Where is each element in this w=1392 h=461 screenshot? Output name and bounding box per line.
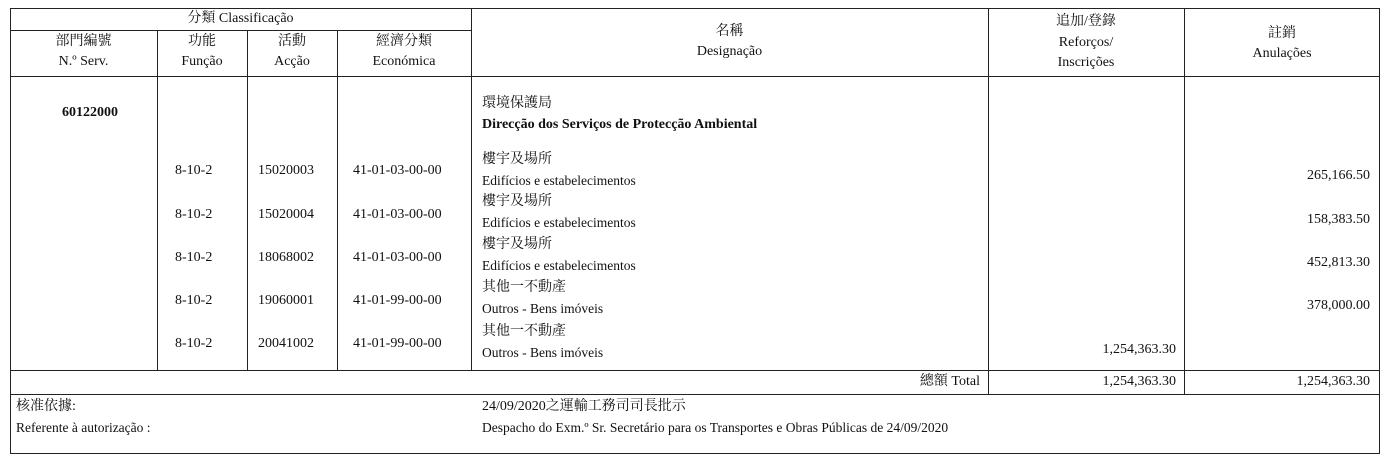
row-designation-zh: 其他一不動產 bbox=[482, 324, 566, 339]
classification-divider bbox=[10, 30, 471, 31]
row-reinforce: 1,254,363.30 bbox=[1102, 342, 1176, 357]
dept-header-zh: 部門編號 bbox=[55, 34, 112, 49]
row-designation-pt: Outros - Bens imóveis bbox=[482, 345, 604, 360]
designation-header-zh: 名稱 bbox=[715, 24, 744, 39]
col-line-4 bbox=[471, 8, 472, 370]
budget-table bbox=[10, 8, 1380, 454]
row-designation-zh: 樓宇及場所 bbox=[482, 152, 552, 167]
authorization-text-pt: Despacho do Exm.º Sr. Secretário para os Transportes e Obras Públicas de 24/09/2020 bbox=[482, 420, 949, 435]
row-activity: 15020003 bbox=[258, 163, 314, 178]
authorization-label-zh: 核准依據: bbox=[16, 399, 76, 414]
total-bottom-line bbox=[10, 394, 1380, 395]
reinforce-header-zh: 追加/登錄 bbox=[1056, 14, 1116, 29]
row-designation-zh: 樓宇及場所 bbox=[482, 237, 552, 252]
function-header-zh: 功能 bbox=[188, 34, 216, 49]
row-function: 8-10-2 bbox=[175, 336, 213, 351]
row-cancel: 378,000.00 bbox=[1307, 298, 1370, 313]
total-top-line bbox=[10, 370, 1380, 371]
row-cancel: 452,813.30 bbox=[1307, 255, 1370, 270]
row-designation-zh: 樓宇及場所 bbox=[482, 194, 552, 209]
reinforce-header-pt2: Inscrições bbox=[1057, 55, 1115, 70]
row-designation-pt: Edifícios e estabelecimentos bbox=[482, 258, 636, 273]
reinforce-header-pt1: Reforços/ bbox=[1058, 35, 1114, 50]
row-economic: 41-01-03-00-00 bbox=[353, 207, 442, 222]
department-name-zh: 環境保護局 bbox=[482, 96, 552, 111]
row-designation-pt: Edifícios e estabelecimentos bbox=[482, 215, 636, 230]
row-activity: 15020004 bbox=[258, 207, 314, 222]
row-economic: 41-01-99-00-00 bbox=[353, 293, 442, 308]
row-function: 8-10-2 bbox=[175, 163, 213, 178]
col-line-3 bbox=[337, 30, 338, 370]
row-designation-zh: 其他一不動產 bbox=[482, 280, 566, 295]
row-economic: 41-01-99-00-00 bbox=[353, 336, 442, 351]
authorization-label-pt: Referente à autorização : bbox=[16, 420, 151, 435]
row-activity: 19060001 bbox=[258, 293, 314, 308]
dept-header-pt: N.º Serv. bbox=[58, 54, 109, 69]
col-line-2 bbox=[247, 30, 248, 370]
row-designation-pt: Outros - Bens imóveis bbox=[482, 301, 604, 316]
col-line-1 bbox=[157, 30, 158, 370]
activity-header-pt: Acção bbox=[274, 54, 310, 69]
authorization-text-zh: 24/09/2020之運輸工務司司長批示 bbox=[482, 399, 686, 414]
classification-label: 分類 Classificação bbox=[187, 11, 294, 26]
row-function: 8-10-2 bbox=[175, 250, 213, 265]
activity-header-zh: 活動 bbox=[278, 34, 306, 49]
row-activity: 20041002 bbox=[258, 336, 314, 351]
designation-header-pt: Designação bbox=[696, 44, 763, 59]
row-cancel: 158,383.50 bbox=[1307, 212, 1370, 227]
cancel-header-pt: Anulações bbox=[1252, 46, 1312, 61]
row-economic: 41-01-03-00-00 bbox=[353, 250, 442, 265]
total-label: 總額 Total bbox=[919, 374, 980, 389]
row-function: 8-10-2 bbox=[175, 207, 213, 222]
economic-header-zh: 經濟分類 bbox=[376, 34, 432, 49]
economic-header-pt: Económica bbox=[372, 54, 436, 69]
function-header-pt: Função bbox=[181, 54, 223, 69]
row-designation-pt: Edifícios e estabelecimentos bbox=[482, 173, 636, 188]
total-cancel: 1,254,363.30 bbox=[1296, 374, 1370, 389]
row-activity: 18068002 bbox=[258, 250, 314, 265]
row-economic: 41-01-03-00-00 bbox=[353, 163, 442, 178]
department-name-pt: Direcção dos Serviços de Protecção Ambiental bbox=[482, 117, 758, 132]
cancel-header-zh: 註銷 bbox=[1268, 26, 1296, 41]
header-bottom-line bbox=[10, 76, 1380, 77]
total-reinforce: 1,254,363.30 bbox=[1102, 374, 1176, 389]
row-cancel: 265,166.50 bbox=[1307, 168, 1370, 183]
department-code: 60122000 bbox=[62, 105, 118, 120]
col-line-6 bbox=[1184, 8, 1185, 394]
row-function: 8-10-2 bbox=[175, 293, 213, 308]
